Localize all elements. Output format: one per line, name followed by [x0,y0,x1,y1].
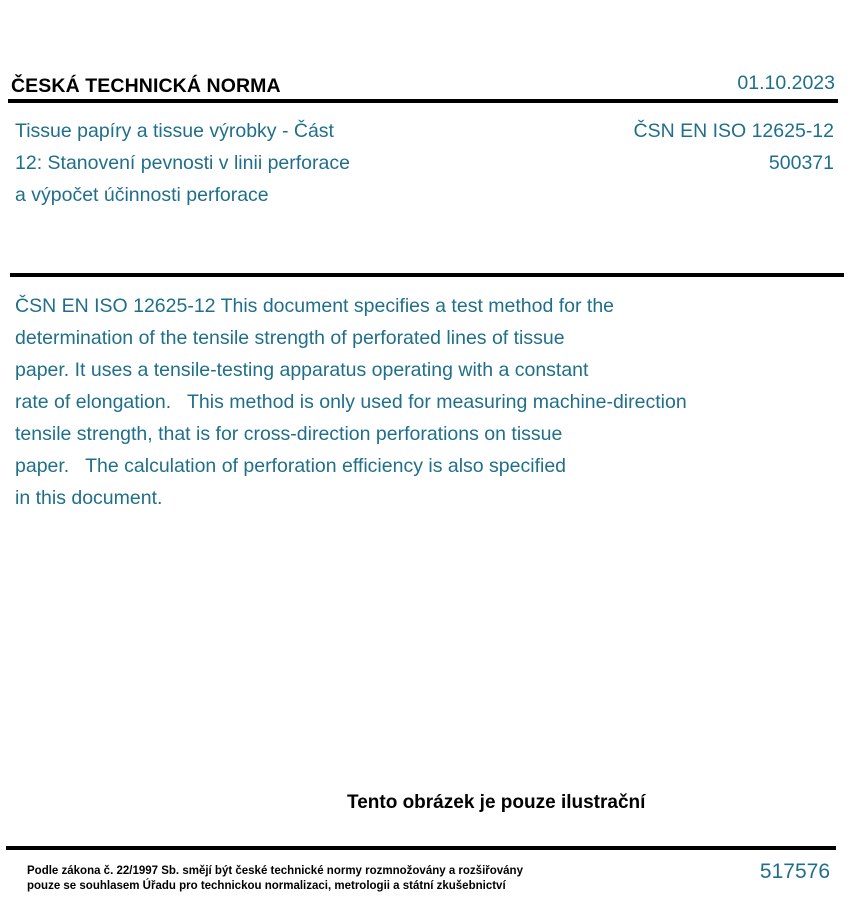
standard-id: ČSN EN ISO 12625-12 [633,120,834,142]
abstract-line: ČSN EN ISO 12625-12 This document specifies a test method for the [15,295,615,317]
standard-identifier-block [633,115,834,179]
header-rule [8,99,838,103]
publication-date: 01.10.2023 [737,72,835,94]
illustration-disclaimer: Tento obrázek je pouze ilustrační [347,792,646,813]
abstract-line: in this document. [15,487,163,509]
catalog-number: 500371 [768,152,834,174]
title-line: 12: Stanovení pevnosti v linii perforace [15,152,350,174]
legal-line: Podle zákona č. 22/1997 Sb. smějí být české technické normy rozmnožovány a rozšiřovány [27,865,523,877]
abstract-line: determination of the tensile strength of perforated lines of tissue [15,327,565,349]
document-title [15,115,415,211]
legal-line: pouze se souhlasem Úřadu pro technickou normalizaci, metrologii a státní zkušebnictví [27,880,506,892]
abstract-line: rate of elongation. This method is only used for measuring machine-direction [15,391,687,413]
abstract [15,290,795,514]
abstract-line: paper. It uses a tensile-testing apparatus operating with a constant [15,359,589,381]
title-line: Tissue papíry a tissue výrobky - Část [15,120,334,142]
section-rule [10,273,844,277]
footer-rule [6,846,836,850]
abstract-line: tensile strength, that is for cross-direction perforations on tissue [15,423,563,445]
footer-code: 517576 [759,860,830,883]
abstract-line: paper. The calculation of perforation efficiency is also specified [15,455,567,477]
legal-notice [27,864,523,894]
title-line: a výpočet účinnosti perforace [15,184,269,206]
document-type-heading: ČESKÁ TECHNICKÁ NORMA [11,75,281,97]
